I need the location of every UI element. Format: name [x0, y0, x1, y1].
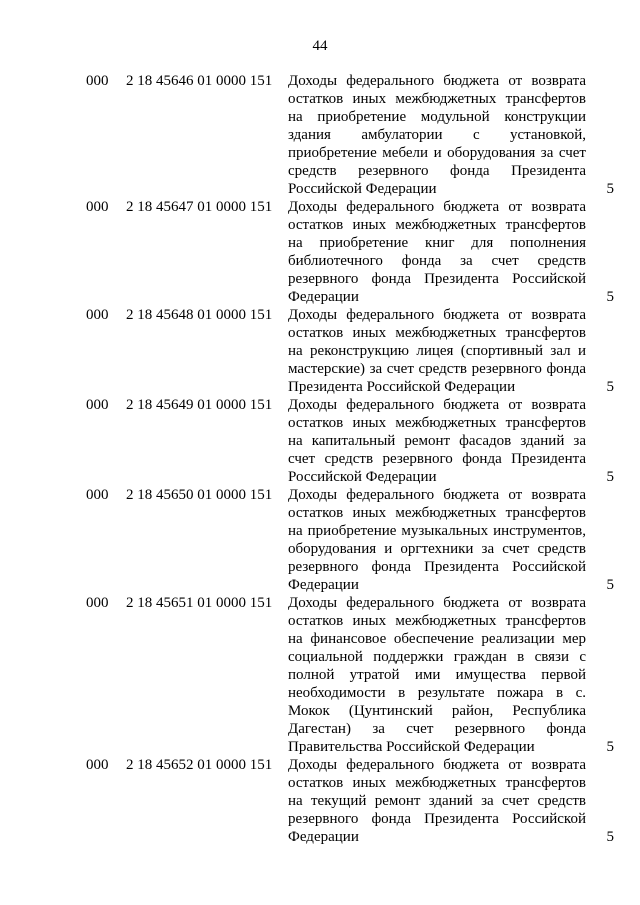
revenue-description: Доходы федерального бюджета от возврата остатков иных межбюджетных трансфертов на капитальный ремонт фасадов зданий за счет средств резервного фонда Президента Российской Федерации: [288, 397, 586, 485]
revenue-description: Доходы федерального бюджета от возврата остатков иных межбюджетных трансфертов на приобретение модульной конструкции здания амбулатории с установкой, приобретение мебели и оборудования за счет средств резервного фонда Президента Российской Федерации: [288, 73, 586, 197]
table-row: [0, 594, 640, 756]
admin-code: 000: [86, 73, 109, 89]
revenue-description: Доходы федерального бюджета от возврата остатков иных межбюджетных трансфертов на приобретение музыкальных инструментов, оборудования и оргтехники за счет средств резервного фонда Президента Российской Федерации: [288, 487, 586, 593]
budget-classification-code: 2 18 45647 01 0000 151: [126, 199, 273, 215]
admin-code: 000: [86, 307, 109, 323]
admin-code: 000: [86, 397, 109, 413]
revenue-description: Доходы федерального бюджета от возврата остатков иных межбюджетных трансфертов на текущий ремонт зданий за счет средств резервного фонда Президента Российской Федерации: [288, 757, 586, 845]
budget-classification-code: 2 18 45649 01 0000 151: [126, 397, 273, 413]
revenue-description: Доходы федерального бюджета от возврата остатков иных межбюджетных трансфертов на реконструкцию лицея (спортивный зал и мастерские) за счет средств резервного фонда Президента Российской Федерации: [288, 307, 586, 395]
budget-classification-code: 2 18 45651 01 0000 151: [126, 595, 273, 611]
amount-value: 5: [606, 577, 614, 593]
table-row: [0, 198, 640, 306]
revenue-description: Доходы федерального бюджета от возврата остатков иных межбюджетных трансфертов на приобретение книг для пополнения библиотечного фонда за счет средств резервного фонда Президента Российской Федерации: [288, 199, 586, 305]
table-row: [0, 72, 640, 198]
amount-value: 5: [606, 379, 614, 395]
admin-code: 000: [86, 757, 109, 773]
amount-value: 5: [606, 739, 614, 755]
admin-code: 000: [86, 199, 109, 215]
amount-value: 5: [606, 829, 614, 845]
page-number: 44: [312, 38, 328, 54]
amount-value: 5: [606, 289, 614, 305]
table-row: [0, 756, 640, 846]
budget-classification-code: 2 18 45646 01 0000 151: [126, 73, 273, 89]
admin-code: 000: [86, 595, 109, 611]
revenue-table: [0, 72, 640, 846]
admin-code: 000: [86, 487, 109, 503]
revenue-description: Доходы федерального бюджета от возврата остатков иных межбюджетных трансфертов на финансовое обеспечение реализации мер социальной поддержки граждан в связи с полной утратой ими имущества первой необходимости в результате пожара в с. Мокок (Цунтинский район, Республика Дагестан) за счет резервного фонда Правительства Российской Федерации: [288, 595, 586, 755]
table-row: [0, 306, 640, 396]
budget-classification-code: 2 18 45652 01 0000 151: [126, 757, 273, 773]
table-row: [0, 396, 640, 486]
budget-classification-code: 2 18 45650 01 0000 151: [126, 487, 273, 503]
budget-classification-code: 2 18 45648 01 0000 151: [126, 307, 273, 323]
amount-value: 5: [606, 181, 614, 197]
table-row: [0, 486, 640, 594]
amount-value: 5: [606, 469, 614, 485]
